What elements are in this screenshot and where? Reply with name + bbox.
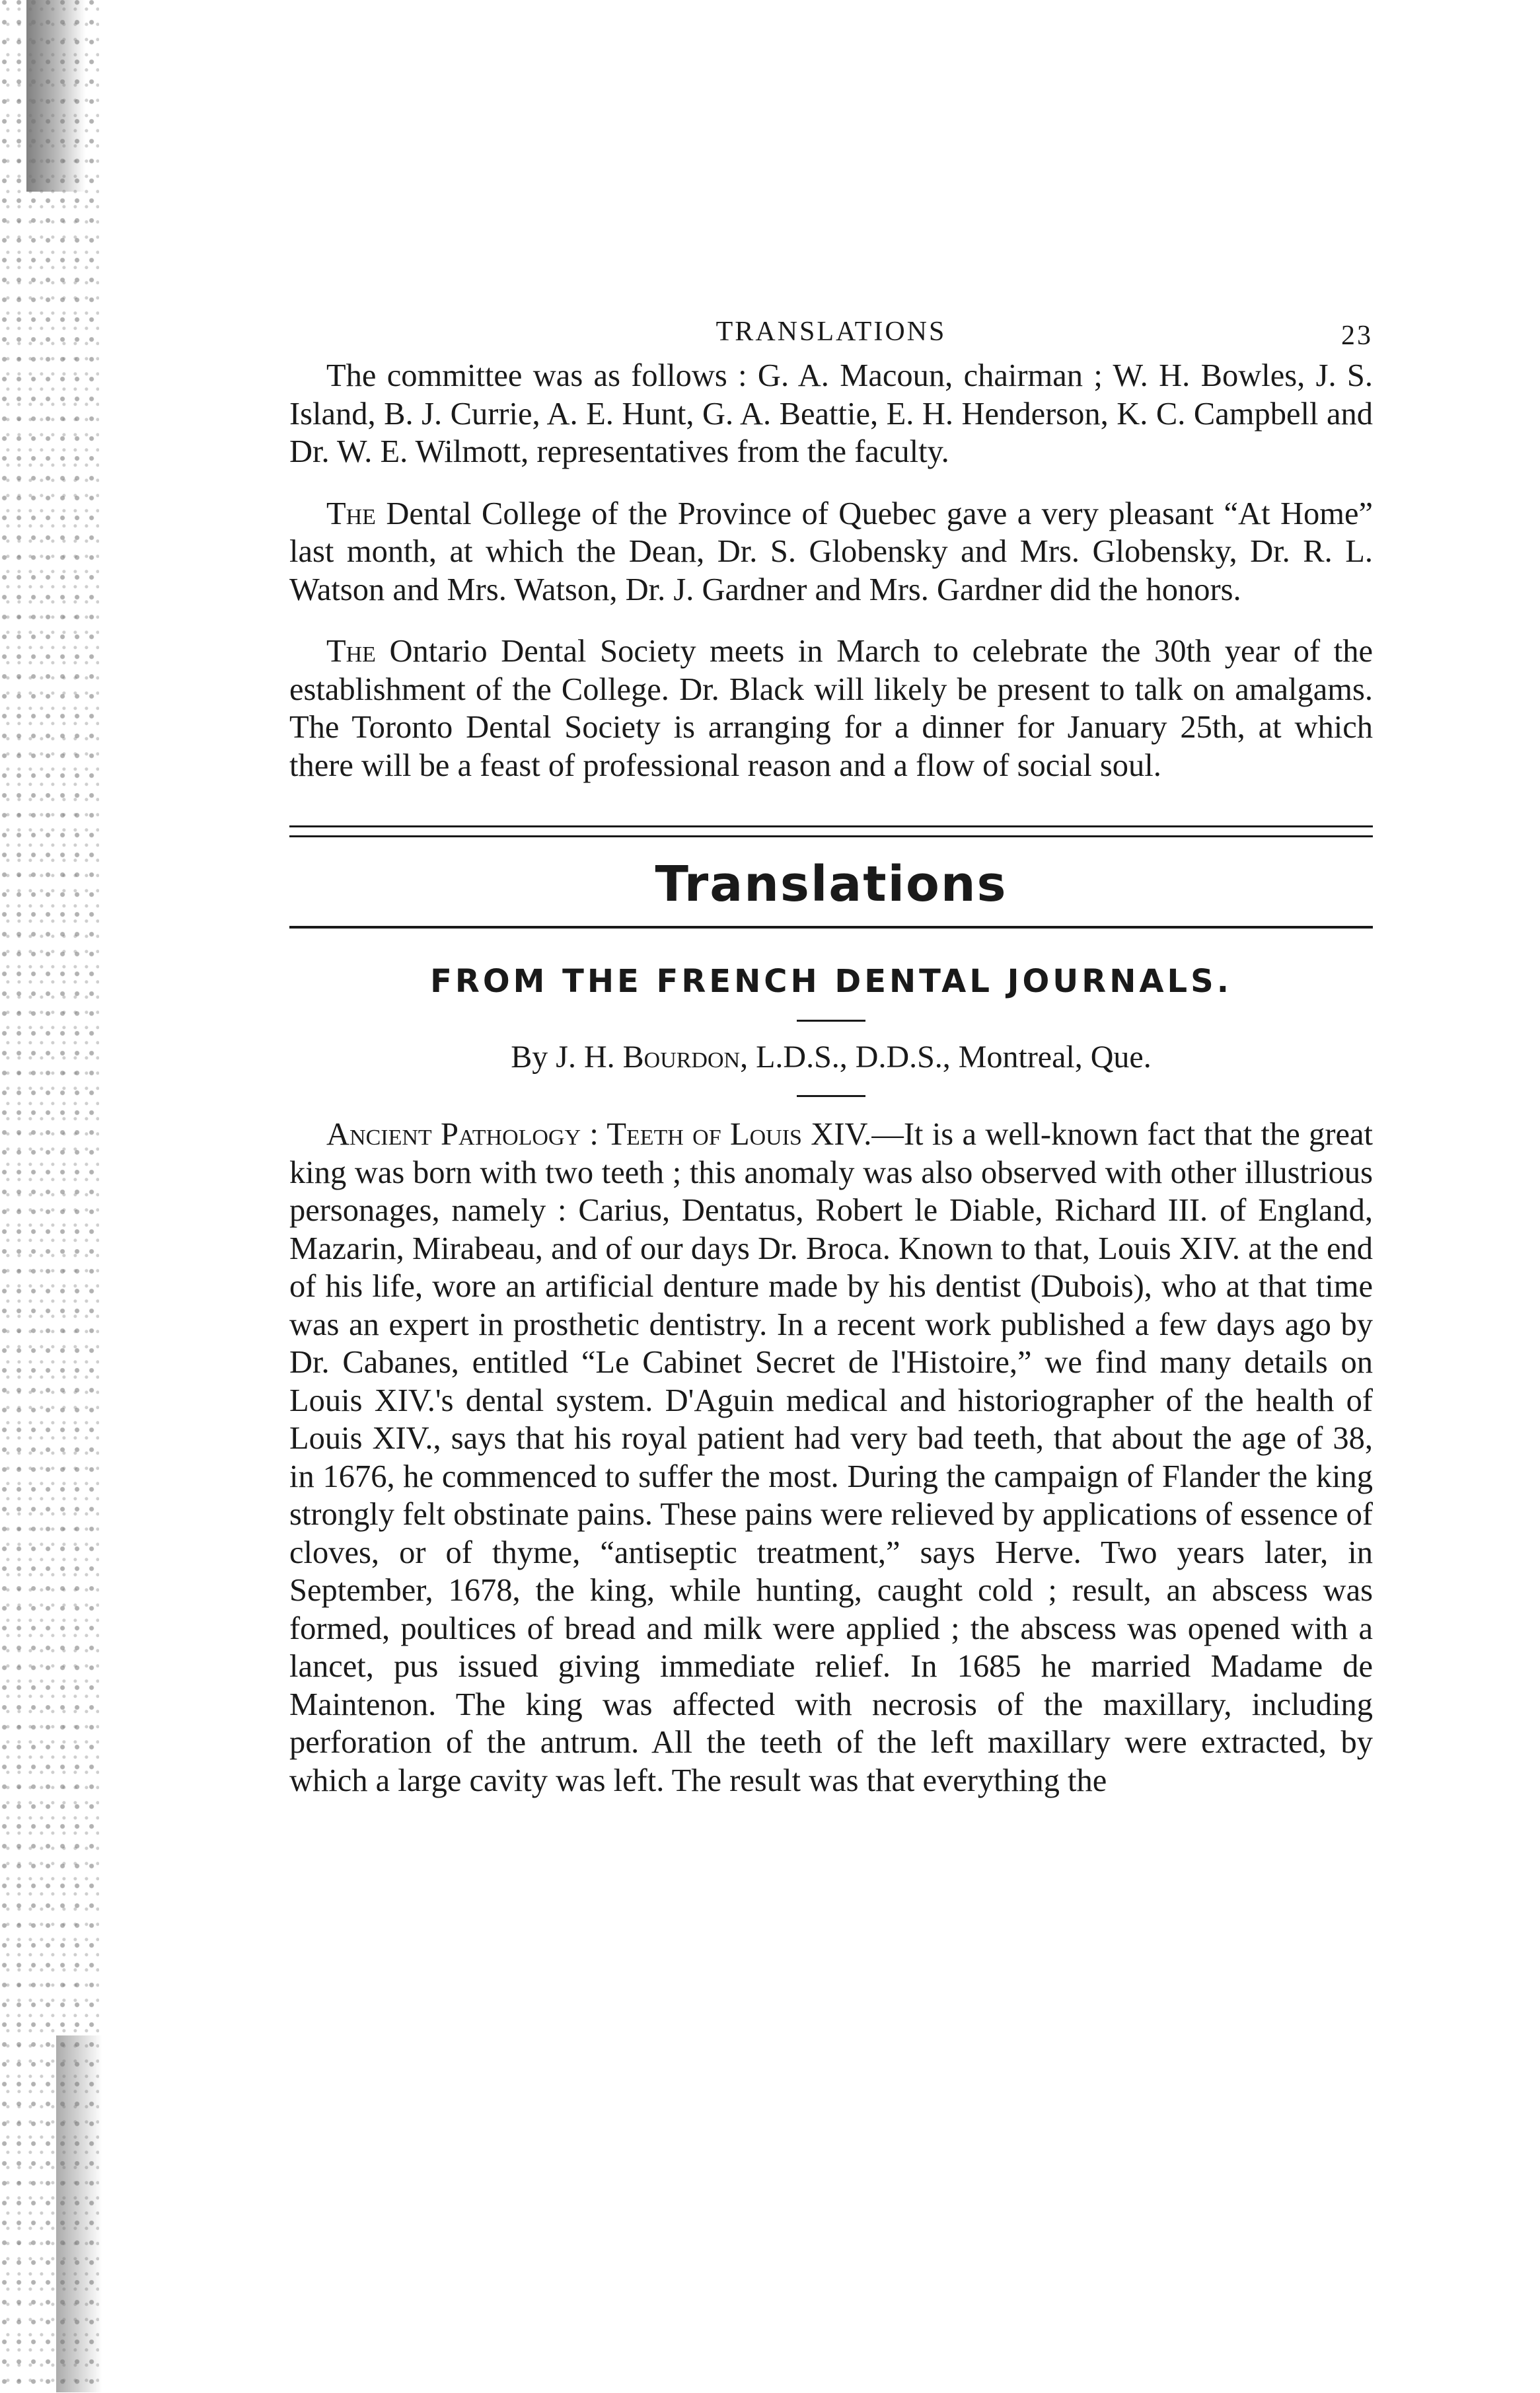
paragraph-quebec-college — [289, 495, 1373, 609]
article-louis-xiv — [289, 1116, 1373, 1800]
running-header — [289, 311, 1373, 357]
double-rule-divider — [289, 825, 1373, 837]
byline-suffix: , L.D.S., D.D.S., Montreal, Que. — [740, 1040, 1152, 1075]
paragraph-ontario-text: Ontario Dental Society meets in March to celebrate the 30th year of the establishment of the College. Dr. Black will likely be present to talk on amalgams. The Toronto Dental Society is arranging for a dinner for January 25th, at which there will be a feast of professional reason and a flow of social soul. — [289, 634, 1373, 783]
paragraph-committee — [289, 357, 1373, 471]
single-rule-divider — [289, 926, 1373, 929]
byline — [289, 1039, 1373, 1075]
paragraph-quebec-text: Dental College of the Province of Quebec gave a very pleasant “At Home” last month, at which the Dean, Dr. S. Globensky and Mrs. Globensky, Dr. R. L. Watson and Mrs. Watson, Dr. J. Gardner and Mrs. Gardner did the honors. — [289, 496, 1373, 607]
scan-edge-artifact — [0, 0, 99, 2393]
section-title: Translations — [655, 856, 1008, 913]
paragraph-ontario-lead: The — [326, 634, 376, 669]
running-header-title: TRANSLATIONS — [715, 317, 947, 347]
article-body-text: —It is a well-known fact that the great king was born with two teeth ; this anomaly was also observed with other illustrious personages, namely : Carius, Dentatus, Robert le Diable, Richard III. of England, Mazarin, Mirabeau, and of our days Dr. Broca. Known to that, Louis XIV. at the end of his life, wore an artificial denture made by his dentist (Dubois), who at that time was an expert in prosthetic dentistry. In a recent work published a few days ago by Dr. Cabanes, entitled “Le Cabinet Secret de l'Histoire,” we find many details on Louis XIV.'s dental system. D'Aguin medical and historiographer of the health of Louis XIV., says that his royal patient had very bad teeth, that about the age of 38, in 1676, he commenced to suffer the most. During the campaign of Flander the king strongly felt obstinate pains. These pains were relieved by applications of essence of cloves, or of thyme, “antiseptic treatment,” says Herve. Two years later, in September, 1678, the king, while hunting, caught cold ; result, an abscess was formed, poultices of bread and milk were applied ; the abscess was opened with a lancet, pus issued giving immediate relief. In 1685 he married Madame de Maintenon. The king was affected with necrosis of the maxillary, including perforation of the antrum. All the teeth of the left maxillary were extracted, by which a large cavity was left. The result was that everything the — [289, 1117, 1373, 1798]
byline-prefix: By J. H. — [511, 1040, 623, 1075]
paragraph-ontario-society — [289, 632, 1373, 784]
section-subtitle: FROM THE FRENCH DENTAL JOURNALS. — [430, 963, 1232, 1000]
paragraph-committee-text: The committee was as follows : G. A. Macoun, chairman ; W. H. Bowles, J. S. Island, B. J. Currie, A. E. Hunt, G. A. Beattie, E. H. Henderson, K. C. Campbell and Dr. W. E. Wilmott, representatives from the faculty. — [289, 358, 1373, 469]
page-number: 23 — [1341, 321, 1373, 351]
byline-name: Bourdon — [622, 1040, 741, 1075]
short-rule-upper — [797, 1020, 865, 1022]
article-lead-heading: Ancient Pathology : Teeth of Louis XIV. — [326, 1117, 872, 1152]
book-page — [289, 311, 1373, 1800]
paragraph-quebec-lead: The — [326, 496, 376, 531]
